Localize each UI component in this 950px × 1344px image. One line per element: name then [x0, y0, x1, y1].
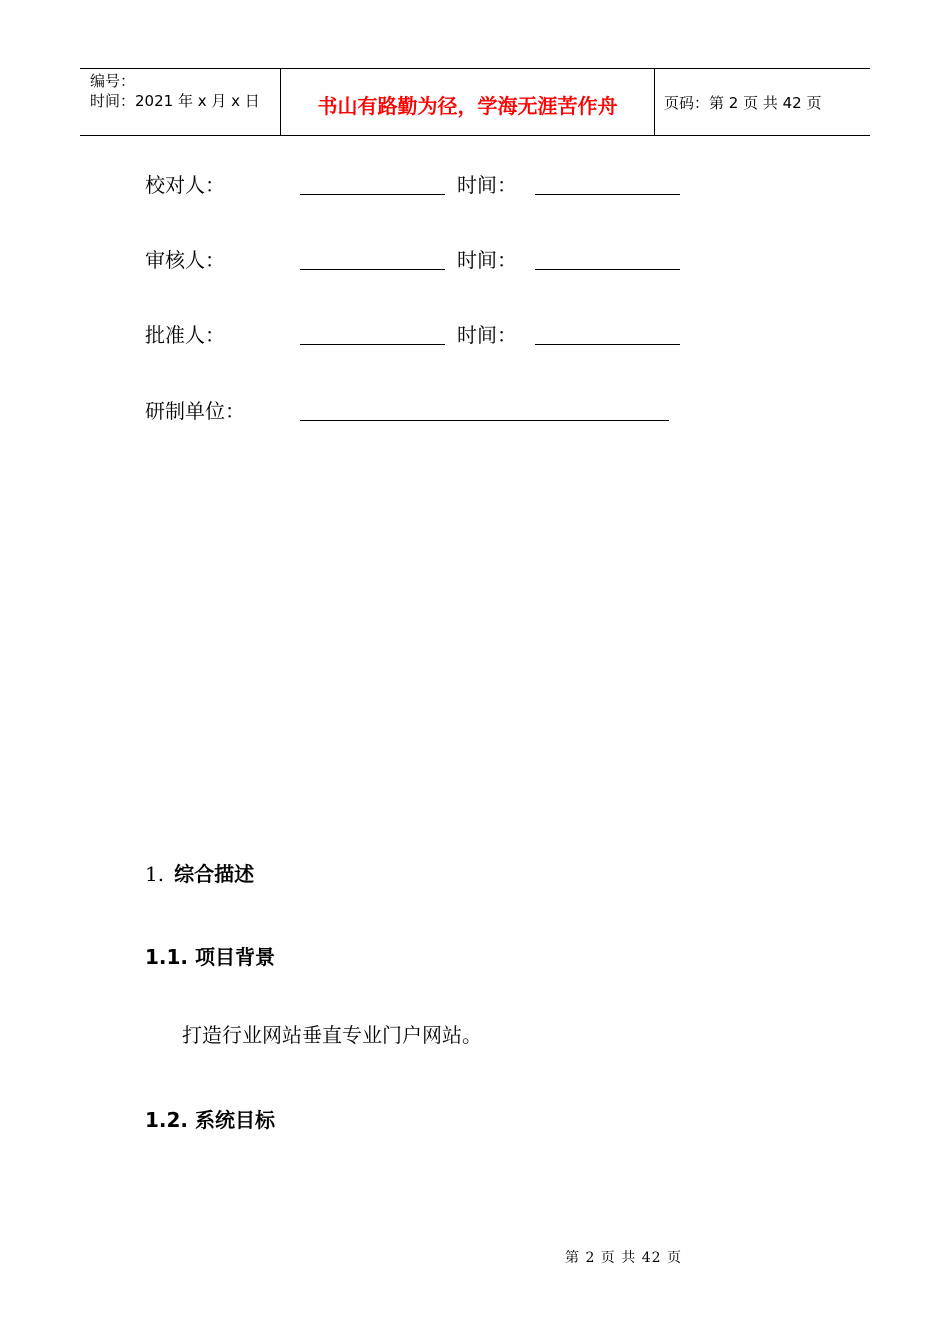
proofreader-row: [145, 170, 685, 200]
proofreader-time-label: 时间：: [457, 173, 517, 197]
page-header: [80, 68, 870, 136]
section-1-title: 综合描述: [174, 862, 255, 886]
header-motto-cell: [281, 69, 655, 135]
document-number-label: 编号：: [90, 72, 136, 90]
section-1-number: 1.: [145, 862, 165, 886]
page-footer: 第 2 页 共 42 页: [565, 1250, 682, 1266]
reviewer-label: 审核人：: [145, 248, 225, 272]
header-page-info: 页码：第 2 页 共 42 页: [664, 93, 822, 112]
approver-signature-line[interactable]: [300, 344, 445, 345]
approver-label: 批准人：: [145, 323, 225, 347]
proofreader-signature-line[interactable]: [300, 194, 445, 195]
unit-row: [145, 396, 675, 426]
header-meta-cell: [80, 69, 281, 135]
header-page-cell: [655, 69, 870, 135]
approver-row: [145, 320, 685, 350]
reviewer-time-label: 时间：: [457, 248, 517, 272]
section-1-1-body: 打造行业网站垂直专业门户网站。: [182, 1023, 482, 1047]
unit-signature-line[interactable]: [300, 420, 669, 421]
section-1-1-heading: 1.1. 项目背景: [145, 945, 275, 969]
reviewer-row: [145, 245, 685, 275]
reviewer-time-line[interactable]: [535, 269, 680, 270]
header-motto: 书山有路勤为径，学海无涯苦作舟: [317, 93, 618, 118]
proofreader-time-line[interactable]: [535, 194, 680, 195]
proofreader-label: 校对人：: [145, 173, 225, 197]
section-1-heading: [145, 858, 254, 887]
document-date: 时间：2021 年 x 月 x 日: [90, 92, 260, 110]
reviewer-signature-line[interactable]: [300, 269, 445, 270]
approver-time-label: 时间：: [457, 323, 517, 347]
section-1-2-heading: 1.2. 系统目标: [145, 1108, 275, 1132]
approver-time-line[interactable]: [535, 344, 680, 345]
unit-label: 研制单位：: [145, 399, 245, 423]
